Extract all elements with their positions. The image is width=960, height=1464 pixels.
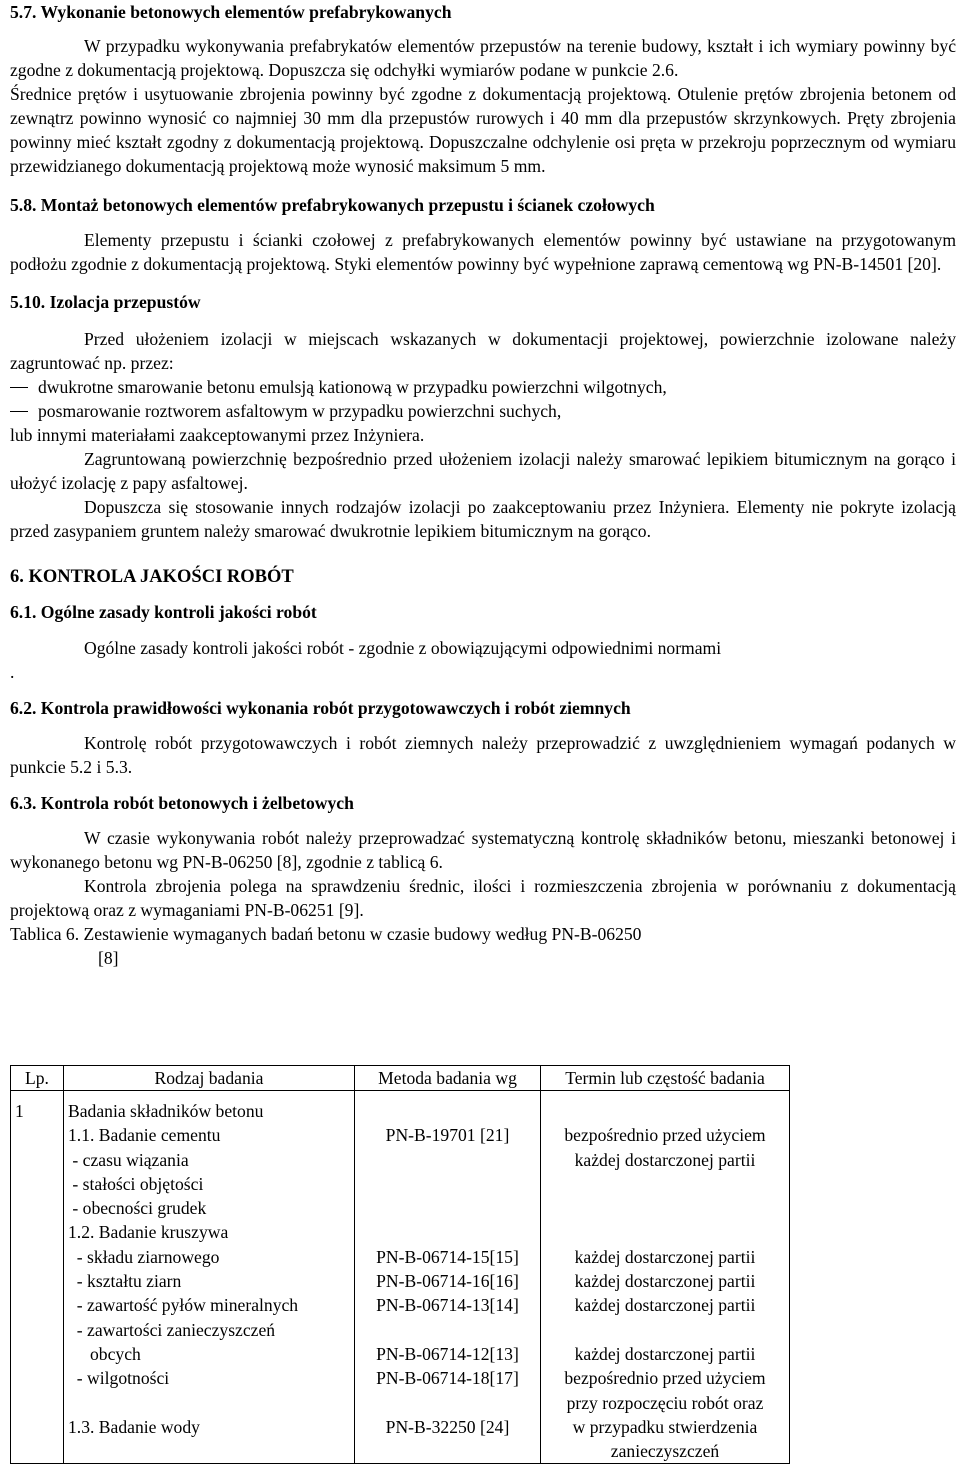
section-6-heading: 6. KONTROLA JAKOŚCI ROBÓT bbox=[10, 567, 294, 587]
section-5-10-paragraph-1: Przed ułożeniem izolacji w miejscach wskazanych w dokumentacji projektowej, powierzchnie izolowane należy zagruntować np. przez: bbox=[10, 329, 956, 373]
table-cell-line bbox=[359, 1196, 536, 1220]
table-cell-line: PN-B-06714-18[17] bbox=[376, 1368, 519, 1389]
table-cell-line: zanieczyszczeń bbox=[610, 1441, 720, 1462]
table-cell-line: obcych bbox=[68, 1343, 141, 1364]
table-cell-line: każdej dostarczonej partii bbox=[574, 1343, 756, 1364]
section-5-7-paragraph-2: Średnice prętów i usytuowanie zbrojenia powinny być zgodne z dokumentacją projektową. Otulenie prętów zbrojenia betonem od zewnątrz powinno wynosić co najmniej 30 mm dla przepustów rurowych i 40 mm dla przepustów skrzynkowych. Pręty zbrojenia powinny mieć kształt zgodny z dokumentacją projektową. Dopuszczalne odchylenie osi pręta w przekroju poprzecznym od wymiaru przewidzianego dokumentacją projektową może wynosić maksimum 5 mm. bbox=[10, 84, 956, 176]
table-cell-line: 1.2. Badanie kruszywa bbox=[68, 1222, 229, 1243]
table-cell-line: - kształtu ziarn bbox=[68, 1271, 182, 1292]
section-6-1-heading: 6.1. Ogólne zasady kontroli jakości robót bbox=[10, 602, 317, 622]
section-6-2-heading: 6.2. Kontrola prawidłowości wykonania robót przygotowawczych i robót ziemnych bbox=[10, 698, 631, 718]
tests-table bbox=[10, 1065, 790, 1464]
section-5-10-paragraph-2: Zagruntowaną powierzchnię bezpośrednio przed ułożeniem izolacji należy smarować lepikiem bitumicznym na gorąco i ułożyć izolację z papy asfaltowej. bbox=[10, 449, 956, 493]
section-5-8-heading: 5.8. Montaż betonowych elementów prefabrykowanych przepustu i ścianek czołowych bbox=[10, 195, 655, 215]
table-cell-line: Badania składników betonu bbox=[68, 1101, 264, 1121]
table-cell-line bbox=[68, 1391, 350, 1415]
section-6-3-heading: 6.3. Kontrola robót betonowych i żelbetowych bbox=[10, 793, 354, 813]
table-cell-line bbox=[359, 1172, 536, 1196]
section-6-1-paragraph: Ogólne zasady kontroli jakości robót - zgodnie z obowiązującymi odpowiednimi normami bbox=[84, 638, 722, 658]
table-cell-line: bezpośrednio przed użyciem bbox=[564, 1125, 766, 1146]
table-cell-line: 1.3. Badanie wody bbox=[68, 1416, 200, 1437]
table-cell-line: - wilgotności bbox=[68, 1368, 170, 1389]
table-header-row bbox=[11, 1066, 790, 1091]
section-6-2-paragraph: Kontrolę robót przygotowawczych i robót ziemnych należy przeprowadzić z uwzględnieniem wymagań podanych w punkcie 5.2 i 5.3. bbox=[10, 733, 956, 777]
table-cell-line: PN-B-06714-16[16] bbox=[376, 1271, 519, 1292]
table-cell-line bbox=[545, 1196, 785, 1220]
table-caption-reference: [8] bbox=[98, 948, 119, 968]
cell-rodzaj-badania bbox=[64, 1091, 355, 1464]
table-row bbox=[11, 1091, 790, 1464]
table-cell-line bbox=[359, 1391, 536, 1415]
cell-termin-badania bbox=[541, 1091, 790, 1464]
stray-period: . bbox=[10, 662, 15, 682]
table-cell-line: każdej dostarczonej partii bbox=[574, 1271, 756, 1292]
table-cell-line bbox=[545, 1172, 785, 1196]
cell-metoda-badania bbox=[355, 1091, 541, 1464]
section-5-10-paragraph-3: Dopuszcza się stosowanie innych rodzajów izolacji po zaakceptowaniu przez Inżyniera. Elementy nie pokryte izolacją przed zasypaniem gruntem należy smarować dwukrotnie lepikiem bitumicznym na gorąco. bbox=[10, 497, 956, 541]
section-5-10-heading: 5.10. Izolacja przepustów bbox=[10, 292, 201, 312]
table-cell-line: - zawartości zanieczyszczeń bbox=[68, 1319, 276, 1340]
table-cell-line: 1.1. Badanie cementu bbox=[68, 1125, 221, 1146]
table-cell-line bbox=[359, 1439, 536, 1463]
table-cell-line: przy rozpoczęciu robót oraz bbox=[566, 1392, 764, 1413]
table-cell-line bbox=[359, 1099, 536, 1123]
table-cell-line bbox=[545, 1099, 785, 1123]
table-cell-line: bezpośrednio przed użyciem bbox=[564, 1368, 766, 1389]
table-cell-line: - obecności grudek bbox=[68, 1198, 207, 1219]
table-cell-line bbox=[359, 1220, 536, 1244]
header-termin: Termin lub częstość badania bbox=[541, 1066, 790, 1091]
table-cell-line bbox=[545, 1318, 785, 1342]
section-5-7-paragraph-1: W przypadku wykonywania prefabrykatów elementów przepustów na terenie budowy, kształt i ich wymiary powinny być zgodne z dokumentacją projektową. Dopuszcza się odchyłki wymiarów podane w punkcie 2.6. bbox=[10, 36, 956, 80]
table-cell-line: PN-B-06714-12[13] bbox=[376, 1343, 519, 1364]
dash-list-item-1: dwukrotne smarowanie betonu emulsją kationową w przypadku powierzchni wilgotnych, bbox=[10, 375, 956, 399]
table-cell-line: - składu ziarnowego bbox=[68, 1246, 220, 1267]
section-5-8-paragraph: Elementy przepustu i ścianki czołowej z prefabrykowanych elementów powinny być ustawiane na przygotowanym podłożu zgodnie z dokumentacją projektową. Styki elementów powinny być wypełnione zaprawą cementową wg PN-B-14501 [20]. bbox=[10, 230, 956, 274]
table-cell-line: każdej dostarczonej partii bbox=[574, 1149, 756, 1170]
section-6-3-paragraph-2: Kontrola zbrojenia polega na sprawdzeniu średnic, ilości i rozmieszczenia zbrojenia w porównaniu z dokumentacją projektową oraz z wymaganiami PN-B-06251 [9]. bbox=[10, 876, 956, 920]
section-5-7-heading: 5.7. Wykonanie betonowych elementów prefabrykowanych bbox=[10, 2, 452, 22]
header-lp: Lp. bbox=[11, 1066, 64, 1091]
table-cell-line bbox=[359, 1148, 536, 1172]
section-5-10-line-3: lub innymi materiałami zaakceptowanymi przez Inżyniera. bbox=[10, 425, 425, 445]
header-metoda: Metoda badania wg bbox=[355, 1066, 541, 1091]
header-rodzaj: Rodzaj badania bbox=[64, 1066, 355, 1091]
cell-lp: 1 bbox=[11, 1091, 64, 1464]
table-cell-line bbox=[545, 1220, 785, 1244]
table-cell-line bbox=[359, 1318, 536, 1342]
table-cell-line: PN-B-19701 [21] bbox=[385, 1125, 510, 1146]
table-caption: Tablica 6. Zestawienie wymaganych badań betonu w czasie budowy według PN-B-06250 bbox=[10, 924, 642, 944]
dash-list-item-2: posmarowanie roztworem asfaltowym w przypadku powierzchni suchych, bbox=[10, 399, 956, 423]
table-cell-line: PN-B-06714-15[15] bbox=[376, 1246, 519, 1267]
table-cell-line: - stałości objętości bbox=[68, 1173, 204, 1194]
table-cell-line: - czasu wiązania bbox=[68, 1149, 189, 1170]
table-cell-line bbox=[68, 1439, 350, 1463]
table-cell-line: - zawartość pyłów mineralnych bbox=[68, 1295, 299, 1316]
table-cell-line: PN-B-06714-13[14] bbox=[376, 1295, 519, 1316]
table-cell-line: PN-B-32250 [24] bbox=[385, 1416, 510, 1437]
table-cell-line: w przypadku stwierdzenia bbox=[572, 1416, 758, 1437]
section-6-3-paragraph-1: W czasie wykonywania robót należy przeprowadzać systematyczną kontrolę składników betonu, mieszanki betonowej i wykonanego betonu wg PN-B-06250 [8], zgodnie z tablicą 6. bbox=[10, 828, 956, 872]
table-cell-line: każdej dostarczonej partii bbox=[574, 1246, 756, 1267]
table-cell-line: każdej dostarczonej partii bbox=[574, 1295, 756, 1316]
